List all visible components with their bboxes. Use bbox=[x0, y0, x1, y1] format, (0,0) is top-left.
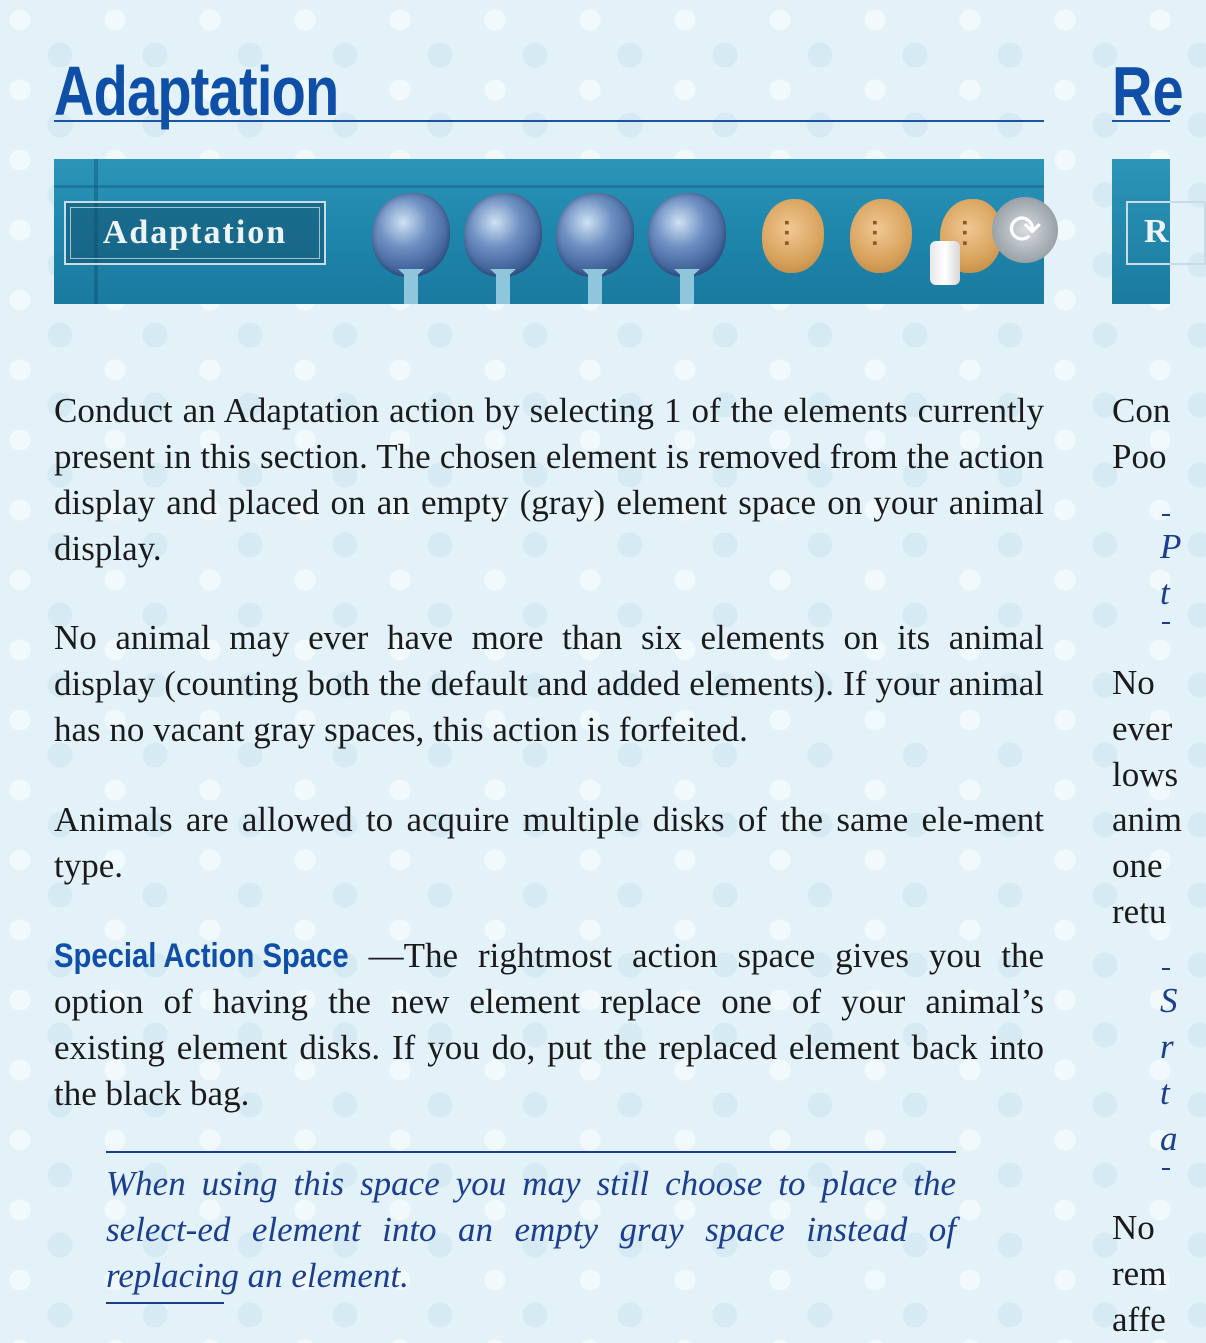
note-top-rule bbox=[106, 1151, 956, 1153]
arrow-icon bbox=[404, 275, 418, 304]
water-disk-icon bbox=[556, 193, 634, 277]
special-action-label: Special Action Space bbox=[54, 937, 349, 975]
paragraph: Animals are allowed to acquire multiple disks of the same ele-ment type. bbox=[54, 800, 1044, 885]
next-text-line: one bbox=[1112, 846, 1163, 885]
water-disk-icon bbox=[372, 193, 450, 277]
next-note-line: t bbox=[1160, 1073, 1170, 1112]
seed-disk-icon bbox=[850, 199, 912, 273]
arrow-icon bbox=[496, 275, 510, 304]
special-action-paragraph bbox=[54, 933, 1044, 1117]
recycle-icon: ⟳ bbox=[992, 197, 1058, 263]
player-cylinder-icon bbox=[930, 241, 960, 285]
next-text-line: Con bbox=[1112, 391, 1171, 430]
water-disk-icon bbox=[648, 193, 726, 277]
water-disk-icon bbox=[464, 193, 542, 277]
section-heading bbox=[54, 52, 1044, 130]
next-action-banner bbox=[1112, 159, 1170, 304]
italic-note: When using this space you may still choose to place the select-ed element into an empty gray space instead of replacing an element. bbox=[106, 1164, 956, 1295]
next-note-rule bbox=[1162, 514, 1170, 516]
next-section-heading bbox=[1112, 52, 1184, 130]
action-banner bbox=[54, 159, 1044, 304]
next-note-line: S bbox=[1160, 981, 1178, 1020]
next-text-line: affe bbox=[1112, 1300, 1166, 1339]
next-note-line: t bbox=[1160, 573, 1170, 612]
banner-label: Adaptation bbox=[102, 214, 288, 251]
note-bottom-rule bbox=[106, 1302, 224, 1304]
next-text-line: No bbox=[1112, 663, 1155, 702]
paragraph: No animal may ever have more than six elements on its animal display (counting both the default and added elements). If your animal has no vacant gray spaces, this action is forfeited. bbox=[54, 618, 1044, 749]
next-note-line: r bbox=[1160, 1027, 1174, 1066]
next-note-line: a bbox=[1160, 1119, 1178, 1158]
next-banner-label: R bbox=[1144, 213, 1169, 250]
arrow-icon bbox=[680, 275, 694, 304]
next-text-line: ever bbox=[1112, 709, 1173, 748]
next-note-rule bbox=[1162, 622, 1170, 624]
next-banner-label-box bbox=[1126, 201, 1206, 265]
next-text-line: rem bbox=[1112, 1254, 1167, 1293]
next-note-rule bbox=[1162, 1168, 1170, 1170]
next-section-title: Re bbox=[1112, 52, 1184, 130]
next-text-line: retu bbox=[1112, 892, 1167, 931]
next-text-line: anim bbox=[1112, 800, 1182, 839]
special-action-text: —The rightmost action space gives you the option of having the new element replace one of your animal’s existing element disks. If you do, put the replaced element back into the black bag. bbox=[54, 936, 1044, 1113]
section-title: Adaptation bbox=[54, 52, 339, 130]
seed-disk-icon bbox=[762, 199, 824, 273]
arrow-icon bbox=[588, 275, 602, 304]
next-text-line: lows bbox=[1112, 755, 1179, 794]
banner-label-box bbox=[64, 201, 326, 265]
paragraph: Conduct an Adaptation action by selecting 1 of the elements currently present in this section. The chosen element is removed from the action display and placed on an empty (gray) element space on your animal display. bbox=[54, 391, 1044, 568]
next-text-line: No bbox=[1112, 1208, 1155, 1247]
next-note-line: P bbox=[1160, 527, 1182, 566]
next-note-rule bbox=[1162, 968, 1170, 970]
next-text-line: Poo bbox=[1112, 437, 1167, 476]
banner-grid-line bbox=[54, 185, 1044, 188]
